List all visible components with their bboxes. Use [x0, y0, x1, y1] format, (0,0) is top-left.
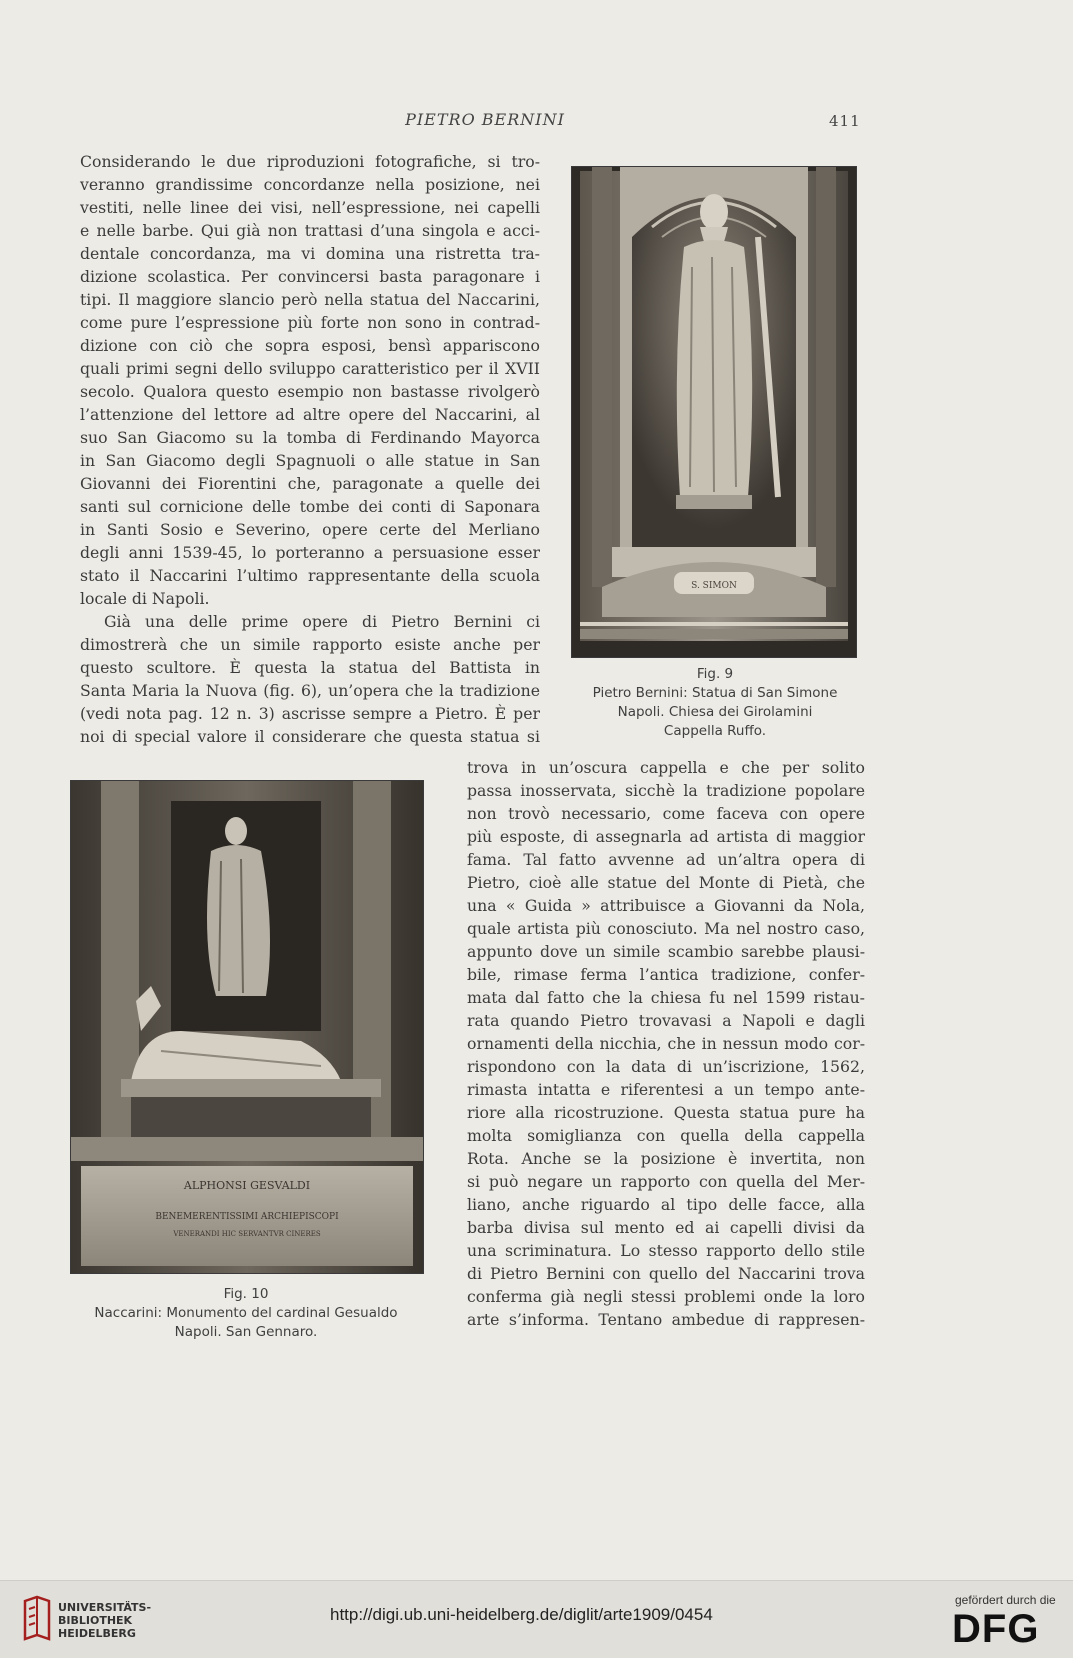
- text-line: ornamenti della nicchia, che in nessun modo cor-: [467, 1034, 865, 1053]
- figure-9-caption-line: Napoli. Chiesa dei Girolamini: [617, 704, 813, 720]
- text-line: una « Guida » attribuisce a Giovanni da Nola,: [467, 896, 865, 915]
- text-line: stato il Naccarini l’ultimo rappresentante della scuola: [80, 566, 540, 585]
- statue-san-simone-image: [572, 167, 856, 657]
- text-line: fama. Tal fatto avvenne ad un’altra opera di: [467, 850, 865, 869]
- figure-9-label: Fig. 9: [696, 666, 734, 682]
- text-line: e nelle barbe. Qui già non trattasi d’una singola e acci-: [80, 221, 540, 240]
- text-line: si può negare un rapporto con quella del Mer-: [467, 1172, 865, 1191]
- text-line: degli anni 1539-45, lo porteranno a persuasione esser: [80, 543, 540, 562]
- figure-9-photo: [571, 166, 857, 658]
- permalink-url[interactable]: http://digi.ub.uni-heidelberg.de/diglit/arte1909/0454: [330, 1605, 713, 1624]
- text-line: più esposte, di assegnarla ad artista di maggior: [467, 827, 865, 846]
- text-line: l’attenzione del lettore ad altre opere del Naccarini, al: [80, 405, 540, 424]
- text-line: suo San Giacomo su la tomba di Ferdinando Mayorca: [80, 428, 540, 447]
- text-line: mata dal fatto che la chiesa fu nel 1599 ristau-: [467, 988, 865, 1007]
- text-line: dimostrerà che un simile rapporto esiste anche per: [80, 635, 540, 654]
- text-line: di Pietro Bernini con quello del Naccarini trova: [467, 1264, 865, 1283]
- monument-gesualdo-image: [71, 781, 423, 1273]
- text-line: non trovò necessario, come faceva con opere: [467, 804, 865, 823]
- text-line: veranno grandissime concordanze nella posizione, nei: [80, 175, 540, 194]
- text-line: barba divisa sul mento ed ai capelli divisi da: [467, 1218, 865, 1237]
- plaque-inscription: S. SIMON: [691, 581, 737, 591]
- monument-inscription-line: VENERANDI HIC SERVANTVR CINERES: [173, 1230, 321, 1238]
- figure-10-caption: [70, 1285, 422, 1342]
- text-line: in Santi Sosio e Severino, opere certe del Merliano: [80, 520, 540, 539]
- library-name: [58, 1601, 151, 1640]
- text-line: dentale concordanza, ma vi domina una ristretta tra-: [80, 244, 540, 263]
- library-name-line: BIBLIOTHEK: [58, 1614, 133, 1627]
- text-line: liano, anche riguardo al tipo delle facce, alla: [467, 1195, 865, 1214]
- text-line: in San Giacomo degli Spagnuoli o alle statue in San: [80, 451, 540, 470]
- figure-10-caption-line: Napoli. San Gennaro.: [174, 1324, 318, 1340]
- figure-10-photo: [70, 780, 424, 1274]
- monument-inscription-line: BENEMERENTISSIMI ARCHIEPISCOPI: [155, 1212, 339, 1222]
- text-line: noi di special valore il considerare che questa statua si: [80, 727, 540, 746]
- text-line: arte s’informa. Tentano ambedue di rappresen-: [467, 1310, 865, 1329]
- text-line: quali primi segni dello sviluppo caratteristico per il XVII: [80, 359, 540, 378]
- figure-10-label: Fig. 10: [223, 1286, 269, 1302]
- text-line: riore alla ricostruzione. Questa statua pure ha: [467, 1103, 865, 1122]
- page-number: 411: [829, 112, 861, 130]
- figure-9-caption: [560, 665, 870, 741]
- text-line: Santa Maria la Nuova (fig. 6), un’opera che la tradizione: [80, 681, 540, 700]
- text-line: locale di Napoli.: [80, 589, 210, 608]
- text-line: bile, rimase ferma l’antica tradizione, confer-: [467, 965, 865, 984]
- university-library-logo-icon: [22, 1595, 52, 1643]
- text-line: Rota. Anche se la posizione è invertita, non: [467, 1149, 865, 1168]
- footer-bar: [0, 1580, 1073, 1658]
- text-line: tipi. Il maggiore slancio però nella statua del Naccarini,: [80, 290, 540, 309]
- figure-10-caption-line: Naccarini: Monumento del cardinal Gesualdo: [94, 1305, 398, 1321]
- text-line: Giovanni dei Fiorentini che, paragonate a quelle dei: [80, 474, 540, 493]
- text-line: (vedi nota pag. 12 n. 3) ascrisse sempre a Pietro. È per: [80, 704, 540, 723]
- text-line: rata quando Pietro trovavasi a Napoli e dagli: [467, 1011, 865, 1030]
- dfg-logo: DFG: [952, 1607, 1040, 1651]
- text-line: dizione con ciò che sopra esposi, bensì appariscono: [80, 336, 540, 355]
- library-name-line: HEIDELBERG: [58, 1627, 136, 1640]
- text-line: dizione scolastica. Per convincersi basta paragonare i: [80, 267, 540, 286]
- text-line: vestiti, nelle linee dei visi, nell’espressione, nei capelli: [80, 198, 540, 217]
- text-line: come pure l’espressione più forte non sono in contrad-: [80, 313, 540, 332]
- text-line: santi sul cornicione delle tombe dei conti di Saponara: [80, 497, 540, 516]
- figure-9-caption-line: Cappella Ruffo.: [663, 723, 767, 739]
- monument-inscription-line: ALPHONSI GESVALDI: [183, 1179, 311, 1192]
- text-line: Considerando le due riproduzioni fotografiche, si tro-: [80, 152, 540, 171]
- library-name-line: UNIVERSITÄTS-: [58, 1601, 152, 1614]
- funded-by-label: gefördert durch die: [955, 1593, 1056, 1607]
- text-line: quale artista più conosciuto. Ma nel nostro caso,: [467, 919, 865, 938]
- running-title: PIETRO BERNINI: [405, 110, 565, 129]
- text-line: conferma già negli stessi problemi onde la loro: [467, 1287, 865, 1306]
- text-line: Già una delle prime opere di Pietro Bernini ci: [104, 612, 540, 631]
- text-line: Pietro, cioè alle statue del Monte di Pietà, che: [467, 873, 865, 892]
- text-line: trova in un’oscura cappella e che per solito: [467, 758, 865, 777]
- text-line: secolo. Qualora questo esempio non bastasse rivolgerò: [80, 382, 540, 401]
- text-line: una scriminatura. Lo stesso rapporto dello stile: [467, 1241, 865, 1260]
- text-line: appunto dove un simile scambio sarebbe plausi-: [467, 942, 865, 961]
- text-line: rimasta intatta e riferentesi a un tempo ante-: [467, 1080, 865, 1099]
- text-line: molta somiglianza con quella della cappella: [467, 1126, 865, 1145]
- figure-9-caption-line: Pietro Bernini: Statua di San Simone: [592, 685, 838, 701]
- text-line: passa inosservata, sicchè la tradizione popolare: [467, 781, 865, 800]
- text-line: questo scultore. È questa la statua del Battista in: [80, 658, 540, 677]
- text-line: rispondono con la data di un’iscrizione, 1562,: [467, 1057, 865, 1076]
